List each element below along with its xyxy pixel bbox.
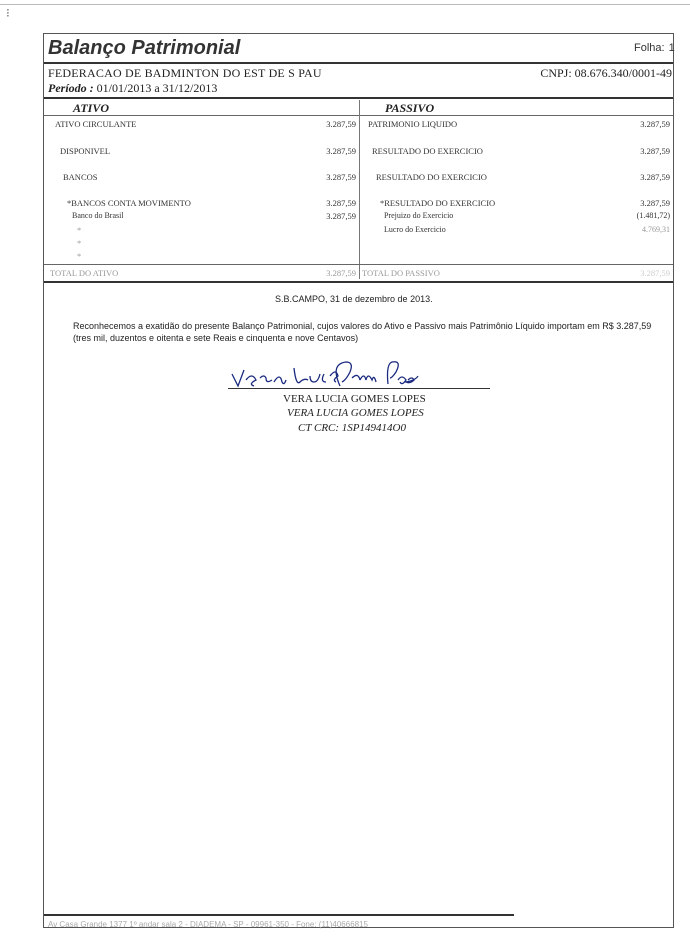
ativo-row-marker: *: [77, 251, 82, 261]
folha-value: 1: [668, 42, 675, 54]
passivo-row-label: RESULTADO DO EXERCICIO: [372, 146, 483, 156]
footer-address: Av Casa Grande 1377 1º andar sala 2 - DIADEMA - SP - 09961-350 - Fone: (11)40666815: [48, 920, 368, 929]
passivo-row-value: (1.481,72): [636, 211, 670, 220]
passivo-row-label: *RESULTADO DO EXERCICIO: [380, 198, 496, 208]
passivo-total-value: 3.287,59: [640, 268, 670, 278]
passivo-row-value: 4.769,31: [642, 225, 670, 234]
ativo-row-label: DISPONIVEL: [60, 146, 111, 156]
passivo-row-label: RESULTADO DO EXERCICIO: [376, 172, 487, 182]
period: [48, 81, 217, 96]
passivo-row-label: Prejuizo do Exercicio: [384, 211, 454, 220]
ativo-row-marker: *: [77, 225, 82, 235]
passivo-header: PASSIVO: [385, 101, 435, 115]
column-separator: [359, 100, 360, 279]
entity-name: FEDERACAO DE BADMINTON DO EST DE S PAU: [48, 66, 322, 80]
passivo-row-label: PATRIMONIO LIQUIDO: [368, 119, 458, 129]
cnpj: CNPJ: 08.676.340/0001-49: [540, 66, 672, 80]
passivo-row-value: 3.287,59: [640, 172, 670, 182]
ativo-row-label: BANCOS: [63, 172, 98, 182]
ativo-row-value: 3.287,59: [326, 211, 356, 221]
declaration-text: Reconhecemos a exatidão do presente Balanço Patrimonial, cujos valores do Ativo e Passivo mais Patrimônio Líquido importam em R$ 3.287,59 (tres mil, duzentos e oitenta e sete Reais e cinquenta e nove Centavos): [73, 321, 652, 343]
signer-name-italic: VERA LUCIA GOMES LOPES: [287, 407, 424, 419]
ativo-total-label: TOTAL DO ATIVO: [50, 268, 119, 278]
ativo-row-value: 3.287,59: [326, 198, 356, 208]
ativo-row-label: Banco do Brasil: [72, 211, 124, 220]
passivo-total-label: TOTAL DO PASSIVO: [362, 268, 440, 278]
ativo-row-value: 3.287,59: [326, 119, 356, 129]
page-title: Balanço Patrimonial: [48, 37, 241, 59]
totals-divider: [44, 264, 673, 265]
ativo-row-label: *BANCOS CONTA MOVIMENTO: [67, 198, 191, 208]
ativo-header: ATIVO: [73, 101, 110, 115]
signer-crc: CT CRC: 1SP149414O0: [298, 422, 406, 434]
sheet-number: [630, 42, 675, 54]
place-date: S.B.CAMPO, 31 de dezembro de 2013.: [275, 294, 433, 304]
period-value: 01/01/2013 a 31/12/2013: [96, 81, 218, 95]
footer-divider: [44, 914, 514, 916]
passivo-row-value: 3.287,59: [640, 119, 670, 129]
header-divider: [44, 97, 673, 99]
folha-label: Folha:: [634, 42, 665, 54]
handwritten-signature: [228, 358, 490, 390]
ativo-total-value: 3.287,59: [326, 268, 356, 278]
period-label: Período :: [48, 81, 94, 95]
scan-top-edge: [0, 4, 690, 5]
table-bottom-divider: [44, 281, 673, 283]
passivo-row-value: 3.287,59: [640, 146, 670, 156]
ativo-row-value: 3.287,59: [326, 146, 356, 156]
signature-line: [228, 388, 490, 389]
passivo-row-value: 3.287,59: [640, 198, 670, 208]
ativo-row-value: 3.287,59: [326, 172, 356, 182]
title-divider: [44, 62, 673, 64]
passivo-row-label: Lucro do Exercicio: [384, 225, 446, 234]
scan-margin-mark: ⁝: [6, 6, 10, 20]
signer-name: VERA LUCIA GOMES LOPES: [283, 393, 426, 405]
ativo-row-marker: *: [77, 238, 82, 248]
ativo-row-label: ATIVO CIRCULANTE: [55, 119, 137, 129]
